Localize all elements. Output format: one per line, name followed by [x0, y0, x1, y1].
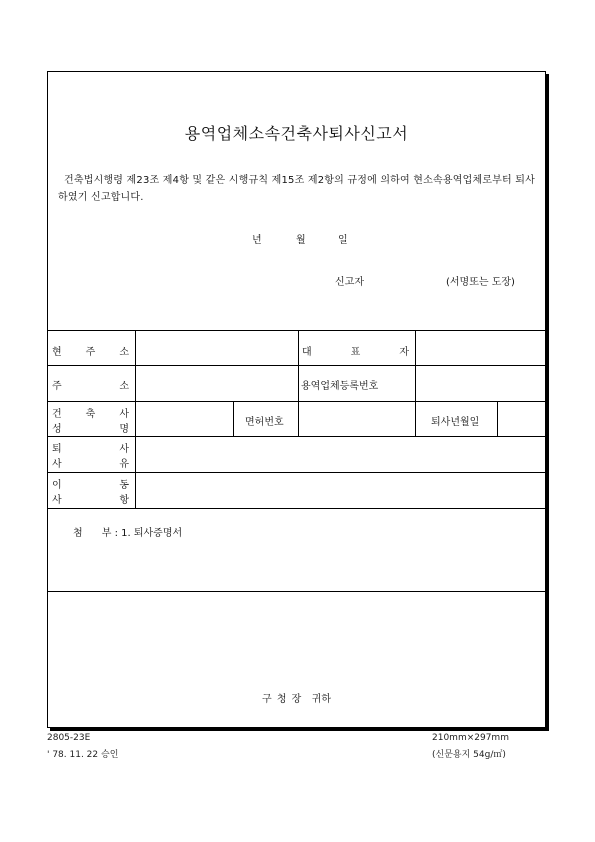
form-code: 2805-23E: [47, 733, 91, 743]
resignation-reason-label-line1: 퇴 사: [52, 444, 129, 455]
intro-text: 건축법시행령 제23조 제4항 및 같은 시행규칙 제15조 제2항의 규정에 의하여 현소속용역업체로부터 퇴사하였기 신고합니다.: [58, 175, 535, 203]
table-line: [298, 330, 299, 401]
table-line: [48, 508, 545, 509]
architect-label-line2: 성 명: [52, 424, 129, 435]
table-line: [48, 436, 545, 437]
sign-or-seal-label: (서명또는 도장): [446, 277, 515, 288]
address-label: 주 소: [52, 381, 129, 392]
report-form: [47, 71, 546, 728]
table-line: [48, 591, 545, 592]
current-address-label: 현 주 소: [52, 347, 129, 358]
table-line: [415, 330, 416, 436]
firm-registration-number-label: 용역업체등록번호: [301, 381, 379, 392]
table-line: [497, 401, 498, 436]
table-line: [48, 401, 545, 402]
resignation-reason-label-line2: 사 유: [52, 459, 129, 470]
table-line: [298, 401, 299, 436]
date-day-label: 일: [338, 235, 348, 246]
form-title: 용역업체소속건축사퇴사신고서: [184, 124, 409, 143]
license-number-label: 면허번호: [245, 417, 284, 428]
addressee-text: 구 청 장 귀하: [261, 694, 331, 705]
transfer-info-label-line2: 사 항: [52, 495, 129, 506]
paper-size: 210mm×297mm: [432, 733, 509, 743]
table-line: [48, 330, 545, 331]
date-month-label: 월: [296, 235, 306, 246]
transfer-info-label-line1: 이 동: [52, 480, 129, 491]
date-year-label: 년: [252, 235, 262, 246]
paper-spec: (신문용지 54g/㎡): [432, 750, 506, 760]
resignation-date-label: 퇴사년월일: [431, 417, 480, 428]
approval-date: ' 78. 11. 22 승인: [47, 750, 119, 760]
table-line: [135, 330, 136, 508]
table-line: [48, 472, 545, 473]
attachment-text: 첨 부 : 1. 퇴사증명서: [73, 528, 183, 539]
reporter-label: 신고자: [335, 277, 364, 288]
table-line: [233, 401, 234, 436]
architect-label-line1: 건 축 사: [52, 409, 129, 420]
representative-label: 대 표 자: [302, 347, 409, 358]
table-line: [48, 365, 545, 366]
